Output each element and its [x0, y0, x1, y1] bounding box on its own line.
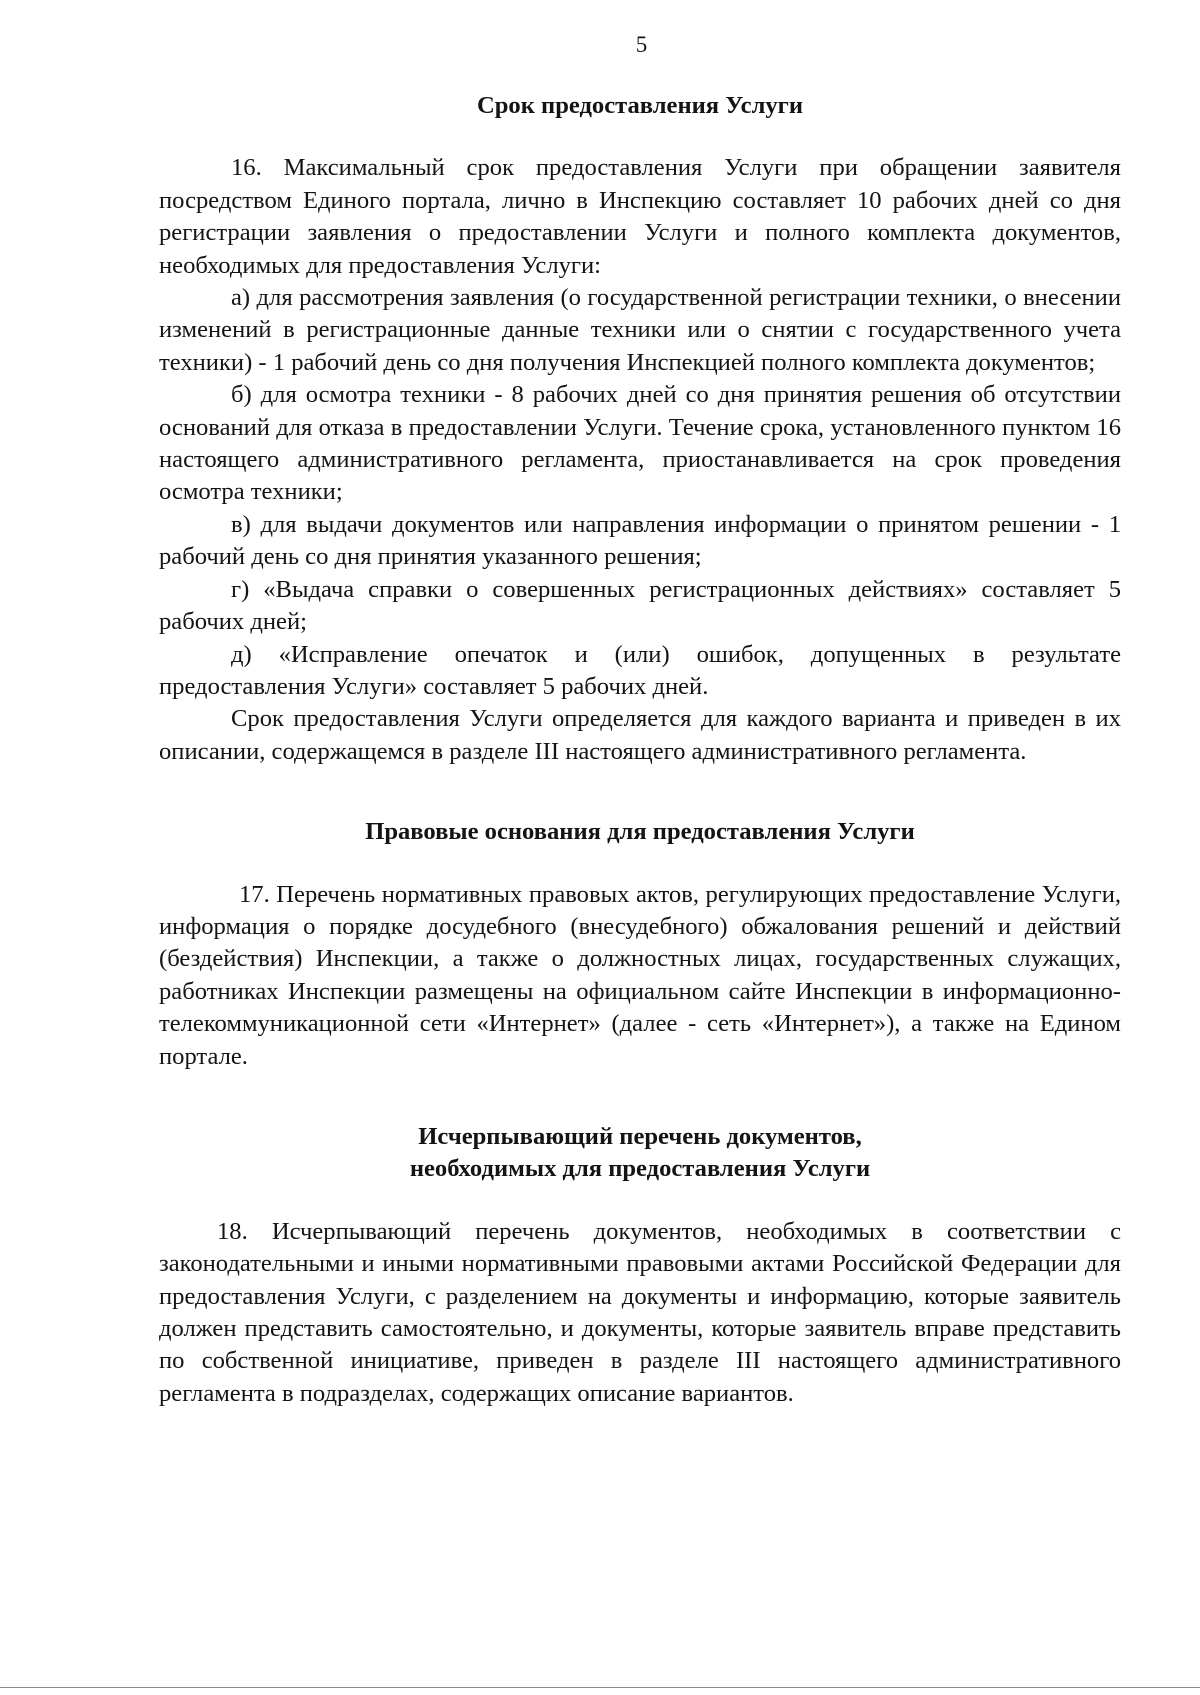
paragraph-16-b: б) для осмотра техники - 8 рабочих дней со дня принятия решения об отсутствии оснований для отказа в предоставлении Услуги. Течение срока, установленного пунктом 16 настоящего административного регламента, приостанавливается на срок проведения осмотра техники; — [159, 381, 1121, 506]
paragraph-16: 16. Максимальный срок предоставления Услуги при обращении заявителя посредством Единого портала, лично в Инспекцию составляет 10 рабочих дней со дня регистрации заявления о предоставлении Услуги и полного комплекта документов, необходимых для предоставления Услуги: — [159, 154, 1121, 279]
document-body — [159, 90, 1121, 1410]
paragraph-16-d: д) «Исправление опечаток и (или) ошибок, допущенных в результате предоставления Услуги» составляет 5 рабочих дней. — [159, 640, 1121, 700]
paragraph-17: 17. Перечень нормативных правовых актов, регулирующих предоставление Услуги, информация о порядке досудебного (внесудебного) обжалования решений и действий (бездействия) Инспекции, а также о должностных лицах, государственных служащих, работниках Инспекции размещены на официальном сайте Инспекции в информационно-телекоммуникационной сети «Интернет» (далее - сеть «Интернет»), а также на Едином портале. — [159, 880, 1121, 1070]
paragraph-16-a: а) для рассмотрения заявления (о государственной регистрации техники, о внесении изменений в регистрационные данные техники или о снятии с государственного учета техники) - 1 рабочий день со дня получения Инспекцией полного комплекта документов; — [159, 284, 1121, 376]
section-heading-legal-basis: Правовые основания для предоставления Услуги — [365, 818, 915, 846]
section-heading-line-1: Исчерпывающий перечень документов, — [418, 1122, 862, 1150]
paragraph-16-g: г) «Выдача справки о совершенных регистрационных действиях» составляет 5 рабочих дней; — [159, 575, 1121, 636]
page-number: 5 — [635, 32, 648, 57]
section-heading-document-list — [159, 1121, 1121, 1186]
paragraph-18: 18. Исчерпывающий перечень документов, необходимых в соответствии с законодательными и иными нормативными правовыми актами Российской Федерации для предоставления Услуги, с разделением на документы и информацию, которые заявитель должен представить самостоятельно, и документы, которые заявитель вправе представить по собственной инициативе, приведен в разделе III настоящего административного регламента в подразделах, содержащих описание вариантов. — [159, 1217, 1121, 1407]
bottom-divider — [0, 1687, 1200, 1688]
section-heading-service-term: Срок предоставления Услуги — [476, 92, 804, 119]
paragraph-16-v: в) для выдачи документов или направления информации о принятом решении - 1 рабочий день со дня принятия указанного решения; — [159, 510, 1121, 571]
section-heading-line-2: необходимых для предоставления Услуги — [409, 1155, 871, 1183]
paragraph-16-term-note: Срок предоставления Услуги определяется для каждого варианта и приведен в их описании, содержащемся в разделе III настоящего административного регламента. — [159, 705, 1121, 765]
